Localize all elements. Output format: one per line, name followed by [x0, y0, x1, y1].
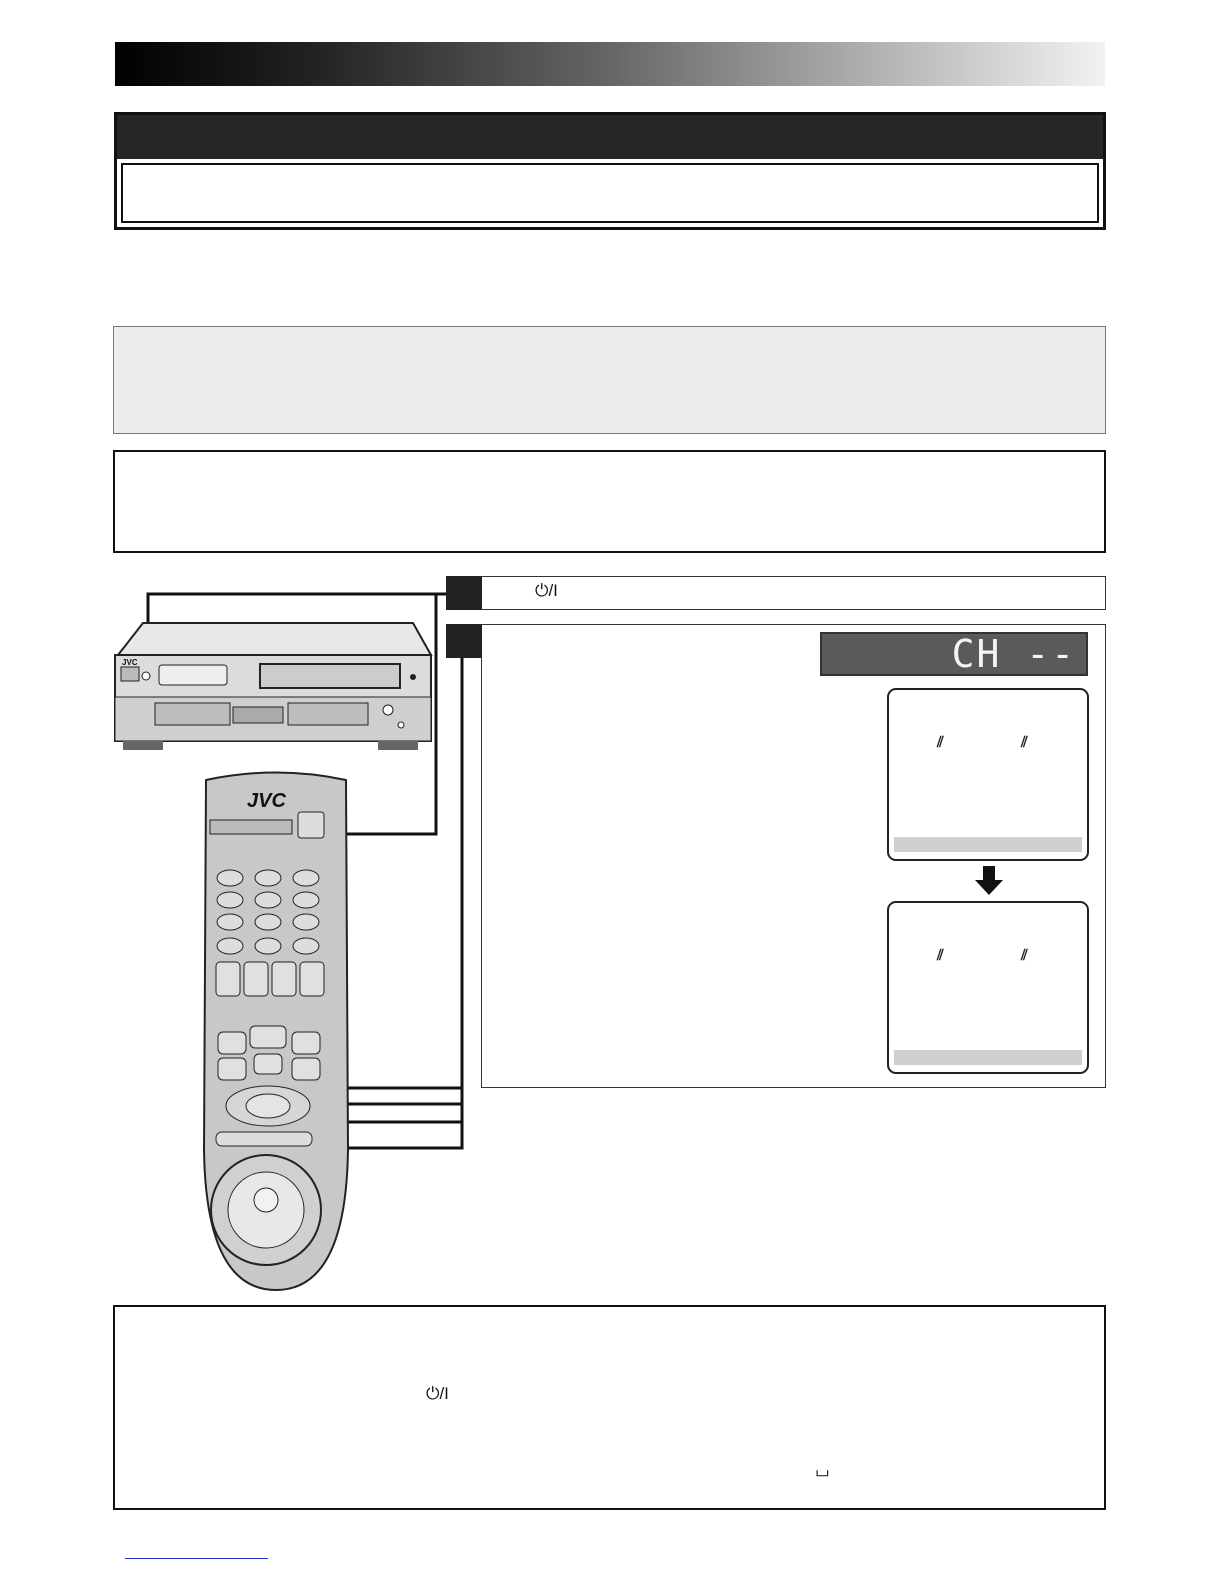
vcr-brand-logo: JVC [122, 658, 138, 667]
remote-illustration [196, 770, 356, 1298]
power-icon: ⏻/I [535, 581, 558, 600]
screen-status-strip [894, 1050, 1082, 1065]
power-icon: ⏻/I [426, 1384, 449, 1403]
tv-screen-before [887, 688, 1089, 861]
bottom-note-box [113, 1305, 1106, 1510]
vcr-illustration [113, 615, 433, 755]
screen-mark: ⫽ [937, 734, 944, 751]
step-2-number [446, 624, 482, 658]
lcd-display: CH -- [820, 632, 1088, 676]
screen-mark: ⫽ [1021, 734, 1028, 751]
screen-mark: ⫽ [937, 947, 944, 964]
down-arrow-icon [974, 866, 1004, 896]
screen-status-strip [894, 837, 1082, 852]
tv-screen-after [887, 901, 1089, 1074]
space-symbol: ⌴ [816, 1463, 829, 1480]
remote-brand-logo: JVC [247, 790, 286, 812]
footer-link-underline[interactable] [125, 1558, 268, 1559]
screen-mark: ⫽ [1021, 947, 1028, 964]
step-1-number [446, 576, 482, 610]
